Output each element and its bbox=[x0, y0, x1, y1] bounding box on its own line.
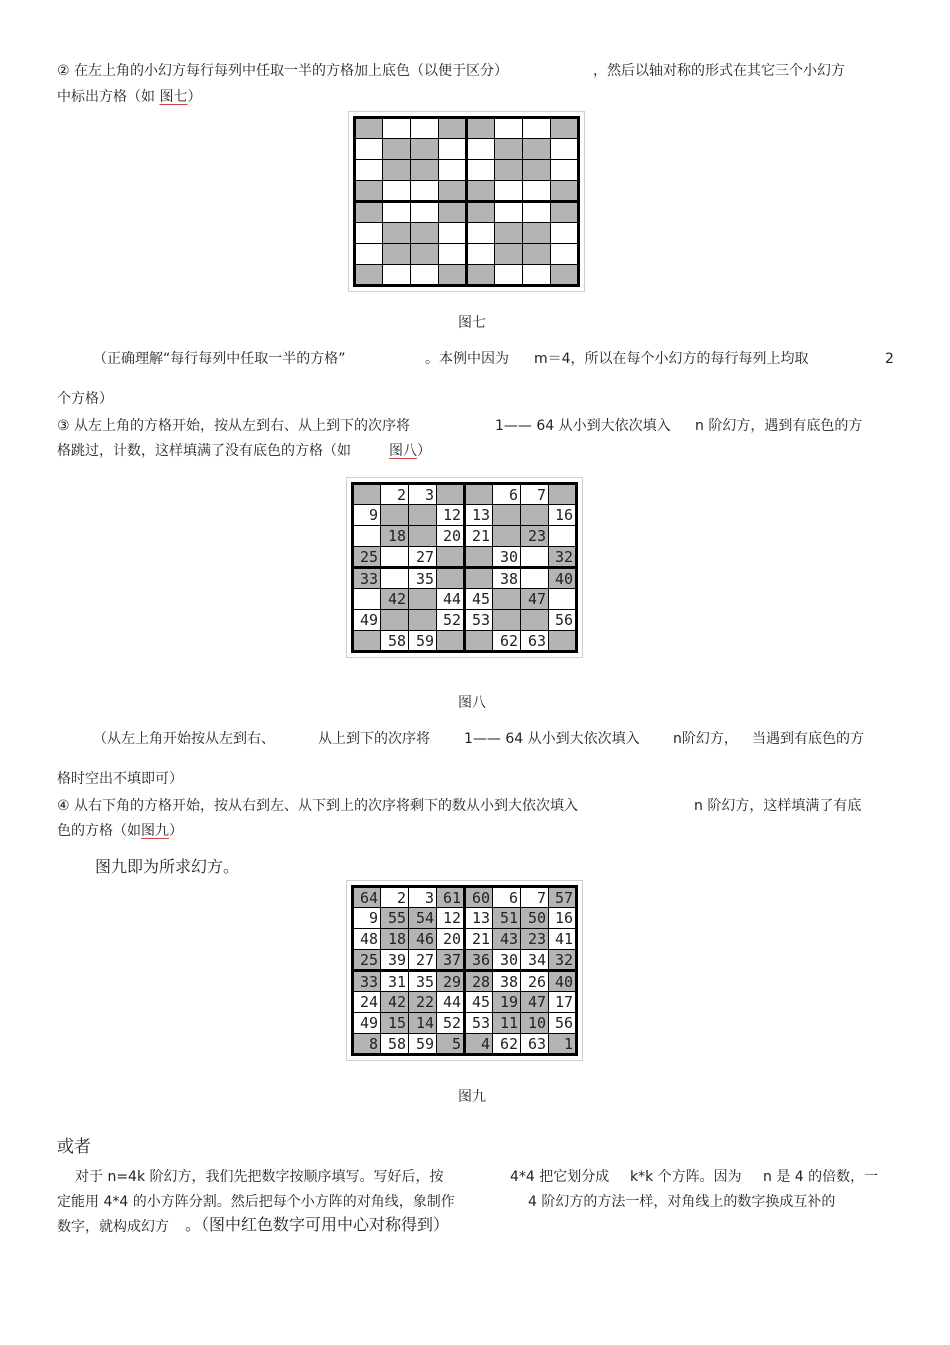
fig9-cell: 32 bbox=[549, 950, 577, 971]
fig9-cell: 5 bbox=[437, 1034, 465, 1055]
fig7-cell bbox=[411, 139, 439, 160]
fig9-cell: 7 bbox=[521, 887, 549, 908]
fig9-cell: 38 bbox=[493, 971, 521, 992]
note1-a: （正确理解“每行每列中任取一半的方格” bbox=[93, 351, 346, 367]
para-l2b: 4 阶幻方的方法一样，对角线上的数字换成互补的 bbox=[528, 1194, 836, 1210]
fig8-cell: 45 bbox=[465, 589, 493, 610]
fig7-cell bbox=[551, 223, 579, 244]
fig8-cell bbox=[493, 526, 521, 547]
fig8-cell bbox=[549, 589, 577, 610]
fig8-cell bbox=[493, 505, 521, 526]
fig9-cell: 3 bbox=[409, 887, 437, 908]
fig8-cell bbox=[353, 589, 381, 610]
fig9-cell: 33 bbox=[353, 971, 381, 992]
para-l3a: 数字，就构成幻方 bbox=[57, 1219, 169, 1235]
fig8-cell bbox=[465, 484, 493, 505]
fig7-cell bbox=[495, 265, 523, 286]
fig7-cell bbox=[411, 118, 439, 139]
fig8-cell bbox=[521, 610, 549, 631]
fig9-cell: 39 bbox=[381, 950, 409, 971]
fig7-cell bbox=[439, 265, 467, 286]
note1-d: 2 bbox=[885, 351, 894, 367]
fig8-table bbox=[351, 482, 578, 653]
fig9-cell: 28 bbox=[465, 971, 493, 992]
para-l3b: 。（图中红色数字可用中心对称得到） bbox=[185, 1215, 450, 1234]
fig9-cell: 46 bbox=[409, 929, 437, 950]
fig9-cell: 17 bbox=[549, 992, 577, 1013]
fig8-cell bbox=[381, 547, 409, 568]
fig7-cell bbox=[467, 139, 495, 160]
fig8-cell bbox=[409, 610, 437, 631]
fig7-cell bbox=[411, 181, 439, 202]
fig7-cell bbox=[439, 118, 467, 139]
fig7-cell bbox=[411, 223, 439, 244]
step2-line2-close: ） bbox=[187, 89, 202, 105]
fig7-cell bbox=[439, 202, 467, 223]
fig9-cell: 29 bbox=[437, 971, 465, 992]
step4-l2a: 色的方格（如 bbox=[57, 823, 141, 839]
fig9-cell: 26 bbox=[521, 971, 549, 992]
fig7-cell bbox=[523, 160, 551, 181]
fig9-cell: 55 bbox=[381, 908, 409, 929]
fig9-cell: 23 bbox=[521, 929, 549, 950]
fig8-cell: 53 bbox=[465, 610, 493, 631]
fig9-cell: 61 bbox=[437, 887, 465, 908]
fig9-cell: 13 bbox=[465, 908, 493, 929]
step4-l1b: n 阶幻方，这样填满了有底 bbox=[694, 798, 862, 814]
fig8-cell: 32 bbox=[549, 547, 577, 568]
fig8-cell bbox=[549, 631, 577, 652]
fig9-cell: 56 bbox=[549, 1013, 577, 1034]
step4-l2c: ） bbox=[169, 823, 183, 839]
fig8-cell: 12 bbox=[437, 505, 465, 526]
fig9-cell: 12 bbox=[437, 908, 465, 929]
fig7-cell bbox=[551, 181, 579, 202]
fig7-cell bbox=[551, 202, 579, 223]
fig7-cell bbox=[467, 160, 495, 181]
fig7-cell bbox=[551, 139, 579, 160]
figure-7-caption: 图七 bbox=[458, 315, 486, 331]
fig8-cell: 52 bbox=[437, 610, 465, 631]
fig8-cell: 27 bbox=[409, 547, 437, 568]
fig7-cell bbox=[383, 244, 411, 265]
fig7-cell bbox=[411, 244, 439, 265]
step3-l2c: ） bbox=[417, 443, 431, 459]
fig9-cell: 43 bbox=[493, 929, 521, 950]
fig8-cell bbox=[549, 526, 577, 547]
fig8-cell bbox=[437, 631, 465, 652]
fig8-cell: 59 bbox=[409, 631, 437, 652]
fig8-cell bbox=[465, 631, 493, 652]
fig8-cell: 20 bbox=[437, 526, 465, 547]
fig9-cell: 22 bbox=[409, 992, 437, 1013]
fig7-cell bbox=[355, 160, 383, 181]
fig9-cell: 37 bbox=[437, 950, 465, 971]
figure-8-grid bbox=[346, 477, 583, 658]
fig8-cell bbox=[409, 505, 437, 526]
fig7-cell bbox=[439, 181, 467, 202]
fig7-cell bbox=[383, 139, 411, 160]
fig8-cell bbox=[465, 568, 493, 589]
fig7-cell bbox=[551, 244, 579, 265]
fig9-cell: 25 bbox=[353, 950, 381, 971]
fig7-cell bbox=[467, 223, 495, 244]
step2-line2-text: 中标出方格（如 bbox=[57, 89, 160, 105]
fig7-cell bbox=[495, 181, 523, 202]
fig7-cell bbox=[523, 265, 551, 286]
fig7-cell bbox=[495, 139, 523, 160]
fig9-cell: 10 bbox=[521, 1013, 549, 1034]
step3-l1c: n 阶幻方，遇到有底色的方 bbox=[695, 418, 863, 434]
fig8-cell bbox=[521, 547, 549, 568]
fig8-cell bbox=[437, 484, 465, 505]
fig7-cell bbox=[495, 160, 523, 181]
fig8-cell: 47 bbox=[521, 589, 549, 610]
fig9-cell: 42 bbox=[381, 992, 409, 1013]
fig8-cell bbox=[437, 547, 465, 568]
para-l1d: n 是 4 的倍数，一 bbox=[763, 1169, 879, 1185]
fig7-cell bbox=[523, 139, 551, 160]
fig9-cell: 51 bbox=[493, 908, 521, 929]
fig8-cell: 42 bbox=[381, 589, 409, 610]
fig8-cell: 6 bbox=[493, 484, 521, 505]
result-statement: 图九即为所求幻方。 bbox=[95, 857, 240, 876]
fig9-cell: 27 bbox=[409, 950, 437, 971]
fig7-cell bbox=[523, 202, 551, 223]
fig7-cell bbox=[467, 265, 495, 286]
fig9-cell: 45 bbox=[465, 992, 493, 1013]
fig9-cell: 58 bbox=[381, 1034, 409, 1055]
fig9-cell: 62 bbox=[493, 1034, 521, 1055]
fig7-cell bbox=[355, 265, 383, 286]
step4-line2 bbox=[57, 822, 183, 840]
fig8-cell bbox=[493, 610, 521, 631]
para-l1b: 4*4 把它划分成 bbox=[510, 1169, 610, 1185]
fig8-cell: 58 bbox=[381, 631, 409, 652]
figure-8-caption: 图八 bbox=[458, 695, 486, 711]
note2-c: 1—— 64 从小到大依次填入 bbox=[464, 731, 640, 747]
fig9-cell: 63 bbox=[521, 1034, 549, 1055]
fig8-cell: 3 bbox=[409, 484, 437, 505]
fig8-cell: 23 bbox=[521, 526, 549, 547]
fig9-cell: 11 bbox=[493, 1013, 521, 1034]
fig8-reference: 图八 bbox=[389, 443, 417, 459]
fig7-table bbox=[353, 116, 580, 287]
note2-d: n阶幻方， bbox=[673, 731, 738, 747]
fig8-cell: 13 bbox=[465, 505, 493, 526]
fig7-cell bbox=[467, 181, 495, 202]
fig7-cell bbox=[383, 223, 411, 244]
fig7-cell bbox=[355, 202, 383, 223]
figure-9-grid bbox=[346, 880, 583, 1061]
fig8-cell bbox=[381, 610, 409, 631]
fig9-cell: 15 bbox=[381, 1013, 409, 1034]
fig7-cell bbox=[495, 244, 523, 265]
fig9-cell: 1 bbox=[549, 1034, 577, 1055]
para-l1a: 对于 n=4k 阶幻方，我们先把数字按顺序填写。写好后，按 bbox=[75, 1169, 444, 1185]
fig8-cell: 21 bbox=[465, 526, 493, 547]
fig8-cell bbox=[353, 526, 381, 547]
fig8-cell: 7 bbox=[521, 484, 549, 505]
fig7-cell bbox=[439, 160, 467, 181]
fig7-cell bbox=[439, 139, 467, 160]
fig8-cell bbox=[521, 568, 549, 589]
fig7-cell bbox=[439, 223, 467, 244]
fig9-cell: 6 bbox=[493, 887, 521, 908]
fig9-cell: 64 bbox=[353, 887, 381, 908]
fig8-cell: 2 bbox=[381, 484, 409, 505]
fig8-cell: 40 bbox=[549, 568, 577, 589]
note2-b: 从上到下的次序将 bbox=[318, 731, 430, 747]
step2-line2 bbox=[57, 88, 201, 106]
fig8-cell: 49 bbox=[353, 610, 381, 631]
fig9-cell: 53 bbox=[465, 1013, 493, 1034]
step2-line1b: ，然后以轴对称的形式在其它三个小幻方 bbox=[593, 63, 845, 79]
note1-b: 。本例中因为 bbox=[425, 351, 509, 367]
fig7-cell bbox=[355, 139, 383, 160]
fig9-cell: 41 bbox=[549, 929, 577, 950]
fig7-cell bbox=[383, 118, 411, 139]
fig8-cell: 18 bbox=[381, 526, 409, 547]
fig7-reference: 图七 bbox=[159, 89, 188, 105]
fig9-cell: 47 bbox=[521, 992, 549, 1013]
fig8-cell: 63 bbox=[521, 631, 549, 652]
fig7-cell bbox=[383, 181, 411, 202]
fig7-cell bbox=[467, 202, 495, 223]
fig7-cell bbox=[355, 223, 383, 244]
fig9-cell: 16 bbox=[549, 908, 577, 929]
fig7-cell bbox=[495, 202, 523, 223]
step3-line2 bbox=[57, 442, 431, 460]
fig7-cell bbox=[383, 265, 411, 286]
fig7-cell bbox=[411, 202, 439, 223]
note1-c: m＝4，所以在每个小幻方的每行每列上均取 bbox=[534, 351, 809, 367]
fig9-cell: 49 bbox=[353, 1013, 381, 1034]
fig8-cell: 30 bbox=[493, 547, 521, 568]
fig9-cell: 35 bbox=[409, 971, 437, 992]
fig7-cell bbox=[523, 118, 551, 139]
fig9-cell: 50 bbox=[521, 908, 549, 929]
fig9-cell: 24 bbox=[353, 992, 381, 1013]
or-heading: 或者 bbox=[57, 1137, 91, 1157]
fig7-cell bbox=[551, 265, 579, 286]
fig9-cell: 59 bbox=[409, 1034, 437, 1055]
fig9-cell: 48 bbox=[353, 929, 381, 950]
step4-l1a: ④ 从右下角的方格开始，按从右到左、从下到上的次序将剩下的数从小到大依次填入 bbox=[57, 798, 578, 814]
fig7-cell bbox=[411, 160, 439, 181]
fig9-cell: 52 bbox=[437, 1013, 465, 1034]
fig7-cell bbox=[523, 181, 551, 202]
note2-a: （从左上角开始按从左到右、 bbox=[93, 731, 275, 747]
fig9-cell: 60 bbox=[465, 887, 493, 908]
para-l2a: 定能用 4*4 的小方阵分割。然后把每个小方阵的对角线，象制作 bbox=[57, 1194, 455, 1210]
fig8-cell bbox=[409, 589, 437, 610]
fig9-cell: 34 bbox=[521, 950, 549, 971]
fig7-cell bbox=[551, 118, 579, 139]
fig8-cell: 16 bbox=[549, 505, 577, 526]
fig7-cell bbox=[523, 244, 551, 265]
fig9-cell: 54 bbox=[409, 908, 437, 929]
fig9-cell: 57 bbox=[549, 887, 577, 908]
fig8-cell: 56 bbox=[549, 610, 577, 631]
fig9-cell: 18 bbox=[381, 929, 409, 950]
fig8-cell bbox=[549, 484, 577, 505]
fig8-cell: 25 bbox=[353, 547, 381, 568]
fig8-cell: 44 bbox=[437, 589, 465, 610]
fig9-cell: 19 bbox=[493, 992, 521, 1013]
fig7-cell bbox=[467, 118, 495, 139]
fig8-cell: 38 bbox=[493, 568, 521, 589]
fig7-cell bbox=[355, 181, 383, 202]
note2-e: 当遇到有底色的方 bbox=[752, 731, 864, 747]
fig8-cell bbox=[465, 547, 493, 568]
fig8-cell: 33 bbox=[353, 568, 381, 589]
fig9-table bbox=[351, 885, 578, 1056]
fig7-cell bbox=[411, 265, 439, 286]
fig7-cell bbox=[551, 160, 579, 181]
fig9-cell: 8 bbox=[353, 1034, 381, 1055]
fig8-cell bbox=[381, 505, 409, 526]
fig8-cell bbox=[353, 484, 381, 505]
fig7-cell bbox=[439, 244, 467, 265]
fig8-cell: 9 bbox=[353, 505, 381, 526]
fig7-cell bbox=[355, 118, 383, 139]
note2-f: 格时空出不填即可） bbox=[57, 771, 183, 787]
fig9-cell: 9 bbox=[353, 908, 381, 929]
figure-7-grid bbox=[348, 111, 585, 292]
fig9-cell: 36 bbox=[465, 950, 493, 971]
fig7-cell bbox=[495, 118, 523, 139]
fig9-cell: 40 bbox=[549, 971, 577, 992]
fig9-cell: 21 bbox=[465, 929, 493, 950]
fig9-cell: 44 bbox=[437, 992, 465, 1013]
figure-9-caption: 图九 bbox=[458, 1089, 486, 1105]
fig7-cell bbox=[467, 244, 495, 265]
step2-line1a: ② 在左上角的小幻方每行每列中任取一半的方格加上底色（以便于区分） bbox=[57, 63, 508, 79]
fig8-cell bbox=[493, 589, 521, 610]
fig7-cell bbox=[495, 223, 523, 244]
note1-e: 个方格） bbox=[57, 391, 113, 407]
fig9-reference: 图九 bbox=[141, 823, 169, 839]
fig7-cell bbox=[355, 244, 383, 265]
para-l1c: k*k 个方阵。因为 bbox=[630, 1169, 742, 1185]
fig8-cell bbox=[437, 568, 465, 589]
fig8-cell bbox=[353, 631, 381, 652]
step3-l1a: ③ 从左上角的方格开始，按从左到右、从上到下的次序将 bbox=[57, 418, 410, 434]
fig8-cell bbox=[521, 505, 549, 526]
fig8-cell bbox=[409, 526, 437, 547]
fig9-cell: 31 bbox=[381, 971, 409, 992]
fig9-cell: 14 bbox=[409, 1013, 437, 1034]
fig7-cell bbox=[383, 202, 411, 223]
fig7-cell bbox=[523, 223, 551, 244]
step3-l2a: 格跳过，计数，这样填满了没有底色的方格（如 bbox=[57, 443, 351, 459]
fig9-cell: 4 bbox=[465, 1034, 493, 1055]
fig9-cell: 2 bbox=[381, 887, 409, 908]
fig8-cell: 62 bbox=[493, 631, 521, 652]
fig8-cell bbox=[381, 568, 409, 589]
fig9-cell: 30 bbox=[493, 950, 521, 971]
fig8-cell: 35 bbox=[409, 568, 437, 589]
step3-l1b: 1—— 64 从小到大依次填入 bbox=[495, 418, 671, 434]
fig7-cell bbox=[383, 160, 411, 181]
fig9-cell: 20 bbox=[437, 929, 465, 950]
